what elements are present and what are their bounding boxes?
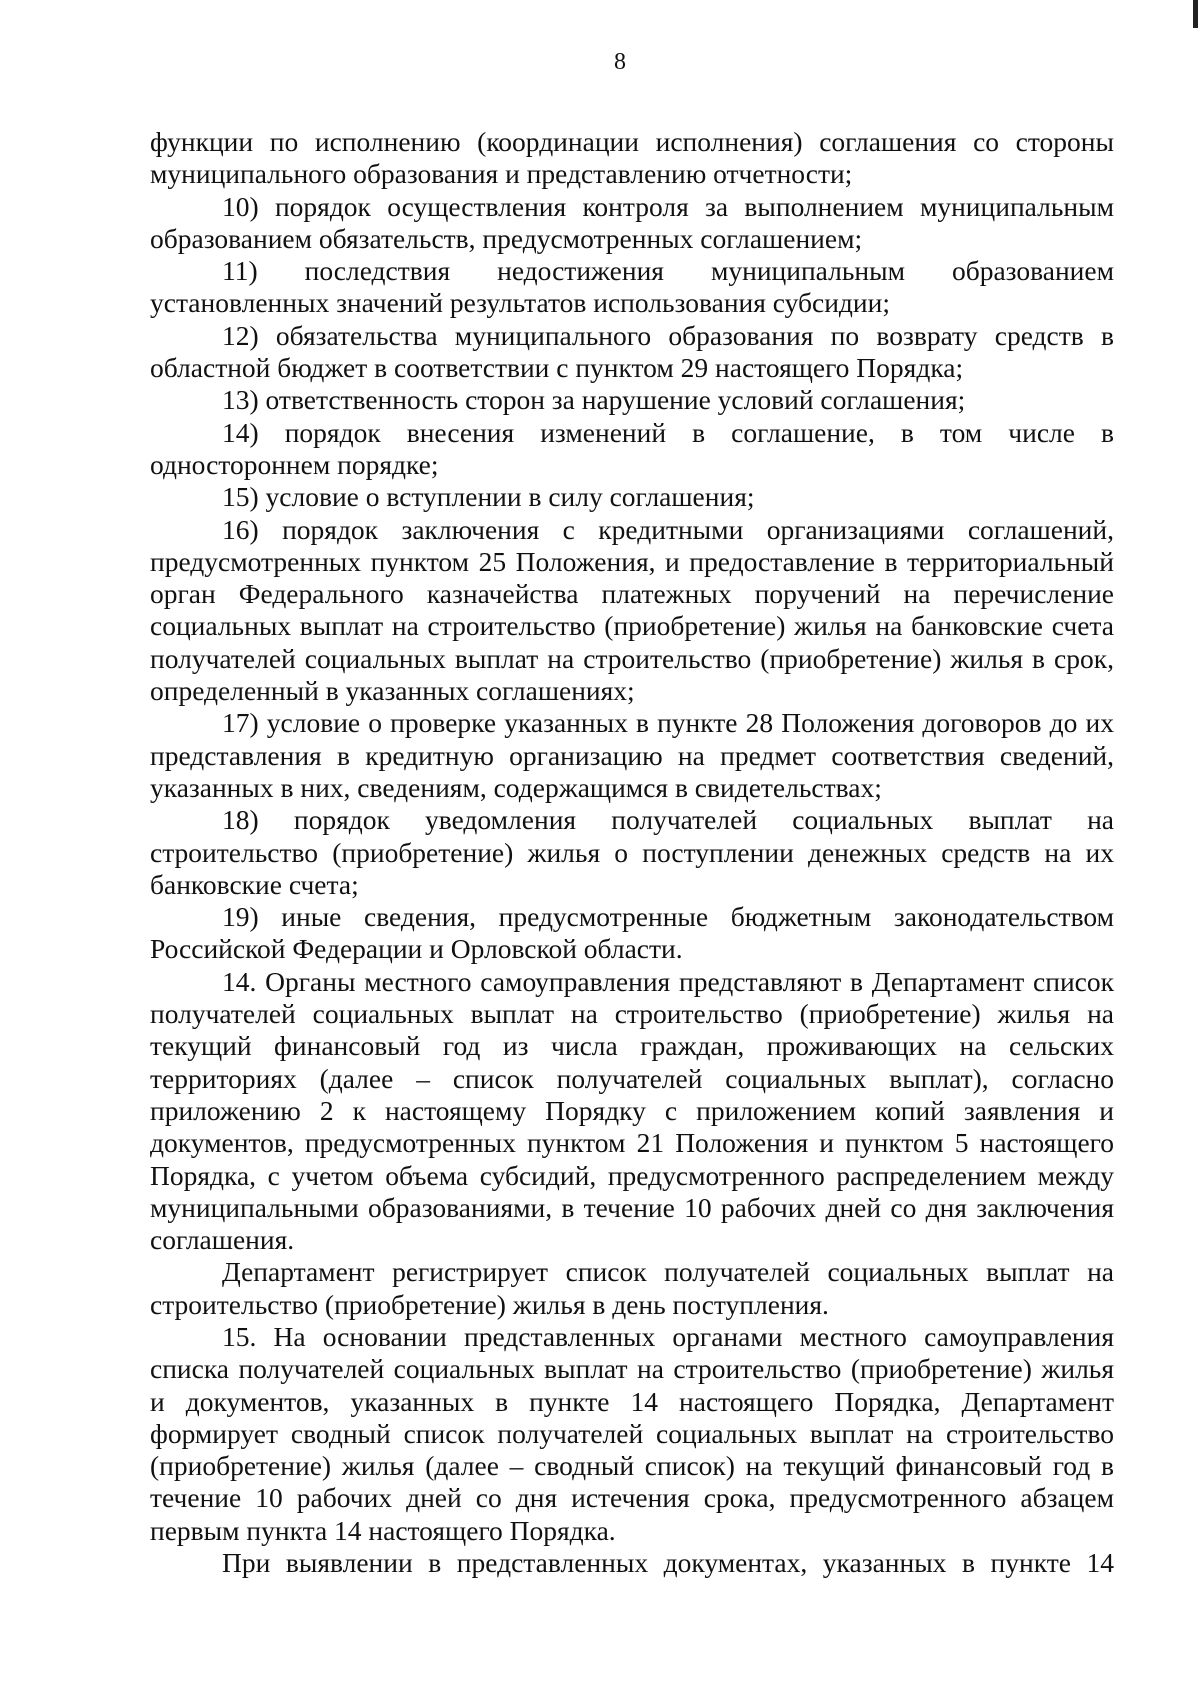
body-paragraph: 11) последствия недостижения муниципальным образованием установленных значений результатов использования субсидии; [150,255,1114,319]
body-paragraph: 12) обязательства муниципального образования по возврату средств в областной бюджет в соответствии с пунктом 29 настоящего Порядка; [150,319,1114,384]
body-paragraph: 17) условие о проверке указанных в пункте 28 Положения договоров до их представления в кредитную организацию на предмет соответствия сведений, указанных в них, сведениям, содержащимся в свидетельствах; [150,707,1114,803]
body-paragraph: 10) порядок осуществления контроля за выполнением муниципальным образованием обязательств, предусмотренных соглашением; [150,190,1114,254]
body-paragraph: 14. Органы местного самоуправления представляют в Департамент список получателей социальных выплат на строительство (приобретение) жилья на текущий финансовый год из числа граждан, проживающих на сельских территориях (далее – список получателей социальных выплат), согласно приложению 2 к настоящему Порядку с приложением копий заявления и документов, предусмотренных пунктом 21 Положения и пунктом 5 настоящего Порядка, с учетом объема субсидий, предусмотренного распределением между муниципальными образованиями, в течение 10 рабочих дней со дня заключения соглашения. [150,965,1114,1256]
body-paragraph: 18) порядок уведомления получателей социальных выплат на строительство (приобретение) жилья о поступлении денежных средств на их банковские счета; [150,804,1114,900]
body-paragraph: Департамент регистрирует список получателей социальных выплат на строительство (приобретение) жилья в день поступления. [150,1256,1114,1320]
body-paragraph: 15. На основании представленных органами местного самоуправления списка получателей социальных выплат на строительство (приобретение) жилья и документов, указанных в пункте 14 настоящего Порядка, Департамент формирует сводный список получателей социальных выплат на строительство (приобретение) жилья (далее – сводный список) на текущий финансовый год в течение 10 рабочих дней со дня истечения срока, предусмотренного абзацем первым пункта 14 настоящего Порядка. [150,1320,1114,1546]
body-paragraph: 19) иные сведения, предусмотренные бюджетным законодательством Российской Федерации и Орловской области. [150,901,1114,965]
body-paragraph: функции по исполнению (координации исполнения) соглашения со стороны муниципального образования и представлению отчетности; [150,126,1114,190]
document-body [150,126,1114,1579]
body-paragraph: 15) условие о вступлении в силу соглашения; [222,481,755,513]
body-paragraph: 16) порядок заключения с кредитными организациями соглашений, предусмотренных пунктом 25 Положения, и предоставление в территориальный орган Федерального казначейства платежных поручений на перечисление социальных выплат на строительство (приобретение) жилья на банковские счета получателей социальных выплат на строительство (приобретение) жилья в срок, определенный в указанных соглашениях; [150,513,1114,707]
scan-edge-mark [1193,0,1198,28]
body-paragraph: При выявлении в представленных документах, указанных в пункте 14 [222,1547,1114,1579]
body-paragraph: 13) ответственность сторон за нарушение условий соглашения; [222,384,966,416]
page-number: 8 [614,49,626,75]
body-paragraph: 14) порядок внесения изменений в соглашение, в том числе в одностороннем порядке; [150,416,1114,480]
